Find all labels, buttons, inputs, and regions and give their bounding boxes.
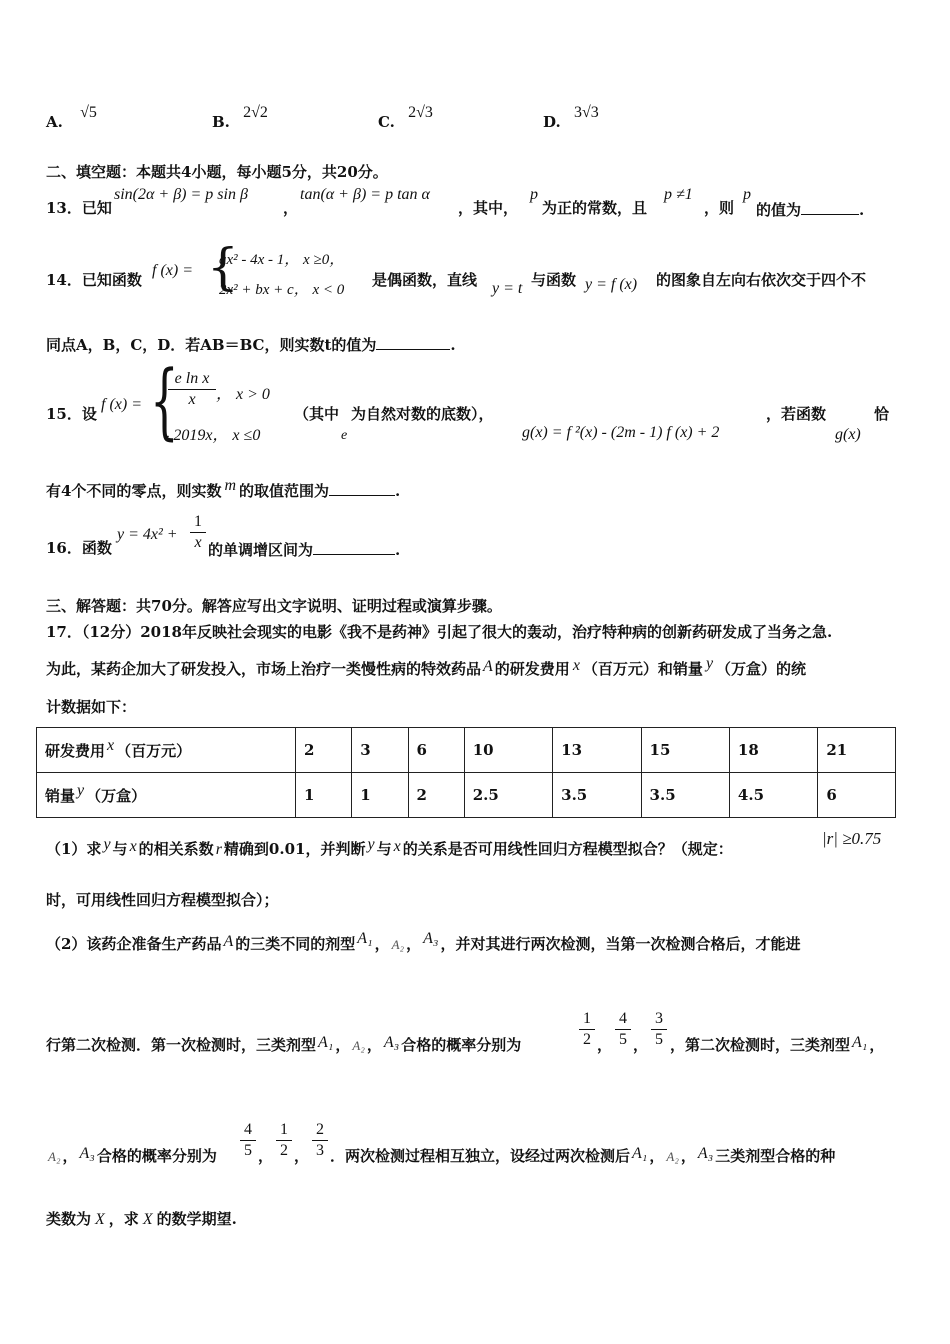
q16-fraction — [190, 512, 206, 553]
g2-num: 1 — [276, 1120, 292, 1141]
q16-fraction-numerator: 1 — [190, 512, 206, 533]
comma-4: ， — [294, 1147, 310, 1165]
p3-sep: ， — [335, 1036, 351, 1054]
q17-line-1: 17．（12分）2018年反映社会现实的电影《我不是药神》引起了很大的轰动，治疗特种病的创新药研发成了当务之急. — [46, 623, 833, 641]
q15-answer-blank[interactable] — [329, 479, 395, 496]
fraction-g1 — [240, 1120, 256, 1161]
option-b — [212, 104, 268, 133]
f2-num: 4 — [615, 1009, 631, 1030]
fraction-f2 — [615, 1009, 631, 1050]
p1-x-2: x — [393, 838, 401, 855]
comma-2: ， — [633, 1036, 649, 1054]
option-b-label: B. — [212, 113, 230, 131]
fraction-g2 — [276, 1120, 292, 1161]
p5-X-2: X — [142, 1211, 153, 1228]
q15-fraction-denominator: x — [188, 391, 196, 408]
table-cell: 2 — [296, 728, 352, 773]
q13-comma: ， — [283, 199, 299, 217]
table-cell: 3.5 — [553, 773, 641, 818]
p4c: ．两次检测过程相互独立，设经过两次检测后 — [330, 1147, 631, 1165]
q13 — [46, 198, 112, 218]
table-cell: 6 — [818, 773, 896, 818]
option-c — [378, 104, 433, 133]
p1-r: r — [215, 841, 222, 858]
q13-label: 的值为 — [756, 201, 802, 219]
data-table — [36, 727, 896, 818]
row-1-label-a: 研发费用 — [45, 741, 106, 760]
p2-sep: ， — [374, 935, 390, 953]
p4-A1: A₁ — [632, 1145, 648, 1162]
table-cell: 10 — [464, 728, 552, 773]
q17-line-2d: （万盒）的统 — [716, 660, 807, 678]
q14-func: y = f (x) — [585, 276, 638, 293]
q15-case-2: - 2019x， x ≤0 — [164, 427, 261, 444]
table-cell: 3.5 — [641, 773, 729, 818]
row-2-label-var: y — [77, 781, 85, 799]
q14-text-1: 是偶函数，直线 — [372, 271, 478, 289]
f2-den: 5 — [619, 1031, 627, 1048]
q16-text — [208, 538, 400, 560]
p4-A2b: A₂ — [666, 1149, 679, 1164]
q14-brace: { — [207, 238, 239, 296]
q14-line-2-text: 同点A，B，C，D．若AB＝BC，则实数t的值为 — [46, 336, 377, 354]
q13-number: 13．已知 — [46, 199, 112, 217]
f3-den: 5 — [655, 1031, 663, 1048]
option-c-value: 2√3 — [408, 104, 433, 121]
p1-y-2: y — [367, 836, 375, 853]
g2-den: 2 — [280, 1142, 288, 1159]
q17-line-2 — [46, 655, 807, 680]
p1f: 的关系是否可用线性回归方程模型拟合？（规定： — [402, 840, 733, 858]
q16-equation: y = 4x² + — [117, 526, 178, 543]
q13-text-3: ，则 — [704, 199, 735, 217]
p1-y: y — [103, 836, 111, 853]
p1a: （1）求 — [46, 840, 102, 858]
option-d-label: D. — [543, 113, 561, 131]
p4-A2: A₂ — [48, 1149, 61, 1164]
comma-3: ， — [258, 1147, 274, 1165]
q15-end: . — [395, 482, 401, 500]
table-cell: 15 — [641, 728, 729, 773]
q17-part-2-line-2 — [46, 1035, 521, 1056]
q15-number: 15．设 — [46, 405, 97, 423]
fraction-f3 — [651, 1009, 667, 1050]
q15-fraction-numerator: e ln x — [168, 369, 216, 390]
q17-part-2-line-3 — [46, 1146, 217, 1167]
q15-m: m — [224, 477, 237, 494]
table-cell: 3 — [352, 728, 408, 773]
p4-sep-3: ， — [680, 1147, 696, 1165]
p2-A3: A₃ — [423, 930, 439, 947]
q14-fx: f (x) = — [152, 262, 193, 279]
table-cell: 1 — [296, 773, 352, 818]
q15-fraction — [168, 369, 216, 410]
q15-g-definition: g(x) = f ²(x) - (2m - 1) f (x) + 2 — [522, 424, 720, 441]
q16-label: 的单调增区间为 — [208, 541, 314, 559]
f1-num: 1 — [579, 1009, 595, 1030]
option-c-label: C. — [378, 113, 395, 131]
q13-text-2: 为正的常数，且 — [542, 199, 648, 217]
p2-sep-2: ， — [406, 935, 422, 953]
p1-r-condition: |r| ≥0.75 — [822, 829, 882, 848]
option-b-value: 2√2 — [243, 104, 268, 121]
p5-X: X — [95, 1211, 105, 1228]
row-2-label-b: （万盒） — [86, 786, 147, 805]
table-cell: 4.5 — [729, 773, 817, 818]
q17-line-2c: （百万元）和销量 — [582, 660, 703, 678]
p3-A3: A₃ — [383, 1034, 400, 1051]
q15-text-3: ，若函数 — [766, 405, 827, 423]
table-row — [37, 773, 896, 818]
option-a — [46, 104, 97, 133]
p4-sep: ， — [62, 1147, 78, 1165]
option-a-value: √5 — [80, 104, 97, 121]
q16-number: 16．函数 — [46, 539, 112, 557]
q17-part-2 — [46, 930, 801, 955]
q15-line-2a: 有4个不同的零点，则实数 — [46, 482, 222, 500]
q15-text-4: 恰 — [874, 405, 890, 423]
q15-fx: f (x) = — [101, 396, 142, 413]
table-row-label — [37, 728, 296, 773]
q16-answer-blank[interactable] — [313, 538, 395, 555]
q13-text-4 — [756, 198, 864, 220]
q15-line-2b: 的取值范围为 — [239, 482, 330, 500]
q15-g: g(x) — [835, 426, 861, 443]
option-d — [543, 104, 599, 133]
p3b: 合格的概率分别为 — [401, 1036, 522, 1054]
q13-equation-1: sin(2α + β) = p sin β — [114, 186, 248, 203]
q14-line: y = t — [492, 280, 523, 297]
g3-den: 3 — [316, 1142, 324, 1159]
q17-part-1 — [46, 836, 733, 860]
q13-equation-2: tan(α + β) = p tan α — [300, 186, 430, 203]
q17-x: x — [572, 657, 580, 674]
p1b: 与 — [112, 840, 128, 858]
q14-answer-blank[interactable] — [376, 333, 450, 350]
q17-p3c — [670, 1035, 884, 1056]
table-cell: 1 — [352, 773, 408, 818]
section3-title: 三、解答题：共70分。解答应写出文字说明、证明过程或演算步骤。 — [46, 597, 502, 615]
p2b: 的三类不同的剂型 — [235, 935, 356, 953]
p3c: ，第二次检测时，三类剂型 — [670, 1036, 851, 1054]
table-cell: 13 — [553, 728, 641, 773]
p4-A3b: A₃ — [697, 1145, 714, 1162]
q14-line-2 — [46, 333, 456, 355]
q15-brace: { — [150, 354, 179, 449]
q14-case-1: ax² - 4x - 1， x ≥0， — [219, 252, 345, 268]
p5c: 的数学期望. — [156, 1210, 237, 1228]
q16-end: . — [395, 541, 401, 559]
p2-A1: A₁ — [357, 930, 373, 947]
table-cell: 6 — [408, 728, 464, 773]
p2-A2: A₂ — [391, 937, 405, 952]
q16-fraction-denominator: x — [194, 534, 202, 551]
q15-text-1: （其中 — [294, 405, 340, 423]
q13-p: p — [530, 186, 538, 203]
table-cell: 2 — [408, 773, 464, 818]
table-cell: 18 — [729, 728, 817, 773]
p3a: 行第二次检测．第一次检测时，三类剂型 — [46, 1036, 317, 1054]
p1c: 的相关系数 — [138, 840, 214, 858]
g3-num: 2 — [312, 1120, 328, 1141]
p1d: 精确到0.01，并判断 — [223, 840, 366, 858]
g1-num: 4 — [240, 1120, 256, 1141]
q15-text-2: 为自然对数的底数）， — [351, 405, 494, 423]
table-cell: 2.5 — [464, 773, 552, 818]
section2-title: 二、填空题：本题共4小题，每小题5分，共20分。 — [46, 163, 388, 181]
p2c: ，并对其进行两次检测，当第一次检测合格后，才能进 — [440, 935, 801, 953]
table-row-label — [37, 773, 296, 818]
p2a: （2）该药企准备生产药品 — [46, 935, 222, 953]
q17-line-3: 计数据如下： — [46, 698, 137, 716]
p3c-A1: A₁ — [852, 1034, 868, 1051]
q13-p-2: p — [743, 186, 751, 203]
p5a: 类数为 — [46, 1210, 92, 1228]
q13-condition: p ≠1 — [664, 186, 693, 203]
g1-den: 5 — [244, 1142, 252, 1159]
q14-number: 14．已知函数 — [46, 271, 142, 289]
comma-1: ， — [597, 1036, 613, 1054]
option-a-label: A. — [46, 113, 63, 131]
q17-line-2a: 为此，某药企加大了研发投入，市场上治疗一类慢性病的特效药品 — [46, 660, 482, 678]
p2-A: A — [223, 933, 234, 950]
q17-p4c — [330, 1146, 835, 1167]
table-cell: 21 — [818, 728, 896, 773]
q17-y: y — [705, 655, 714, 672]
q14-case-2: 2x² + bx + c， x < 0 — [219, 282, 345, 298]
q15-condition-1: ， x > 0 — [216, 386, 270, 403]
q15-e: e — [341, 428, 348, 443]
p4-sep-2: ， — [649, 1147, 665, 1165]
p1-x: x — [129, 838, 137, 855]
q13-end: . — [859, 201, 865, 219]
option-d-value: 3√3 — [573, 104, 599, 121]
q17-A: A — [483, 658, 493, 675]
q17-part-1-end: 时，可用线性回归方程模型拟合）； — [46, 891, 279, 909]
q13-text-1: ，其中， — [458, 199, 519, 217]
p3-sep-2: ， — [366, 1036, 382, 1054]
f1-den: 2 — [583, 1031, 591, 1048]
q17-line-2b: 的研发费用 — [494, 660, 570, 678]
q14-text-3: 的图象自左向右依次交于四个不 — [656, 271, 867, 289]
q14-text-2: 与函数 — [531, 271, 577, 289]
row-1-label-b: （百万元） — [116, 741, 192, 760]
q13-answer-blank[interactable] — [801, 198, 859, 215]
p3-A2: A₂ — [352, 1038, 365, 1053]
fraction-f1 — [579, 1009, 595, 1050]
p3c-comma: ， — [869, 1036, 885, 1054]
row-2-label-a: 销量 — [45, 786, 76, 805]
p4b: 合格的概率分别为 — [96, 1147, 217, 1165]
p4-A3: A₃ — [79, 1145, 95, 1162]
p1e: 与 — [376, 840, 392, 858]
q15-line-2 — [46, 479, 400, 502]
p4d: 三类剂型合格的种 — [715, 1147, 836, 1165]
q14-end: . — [450, 336, 456, 354]
f3-num: 3 — [651, 1009, 667, 1030]
row-1-label-var: x — [107, 736, 115, 754]
table-row — [37, 728, 896, 773]
q17-final-line — [46, 1209, 237, 1230]
p3-A1: A₁ — [318, 1034, 334, 1051]
fraction-g3 — [312, 1120, 328, 1161]
p5b: ，求 — [108, 1210, 139, 1228]
